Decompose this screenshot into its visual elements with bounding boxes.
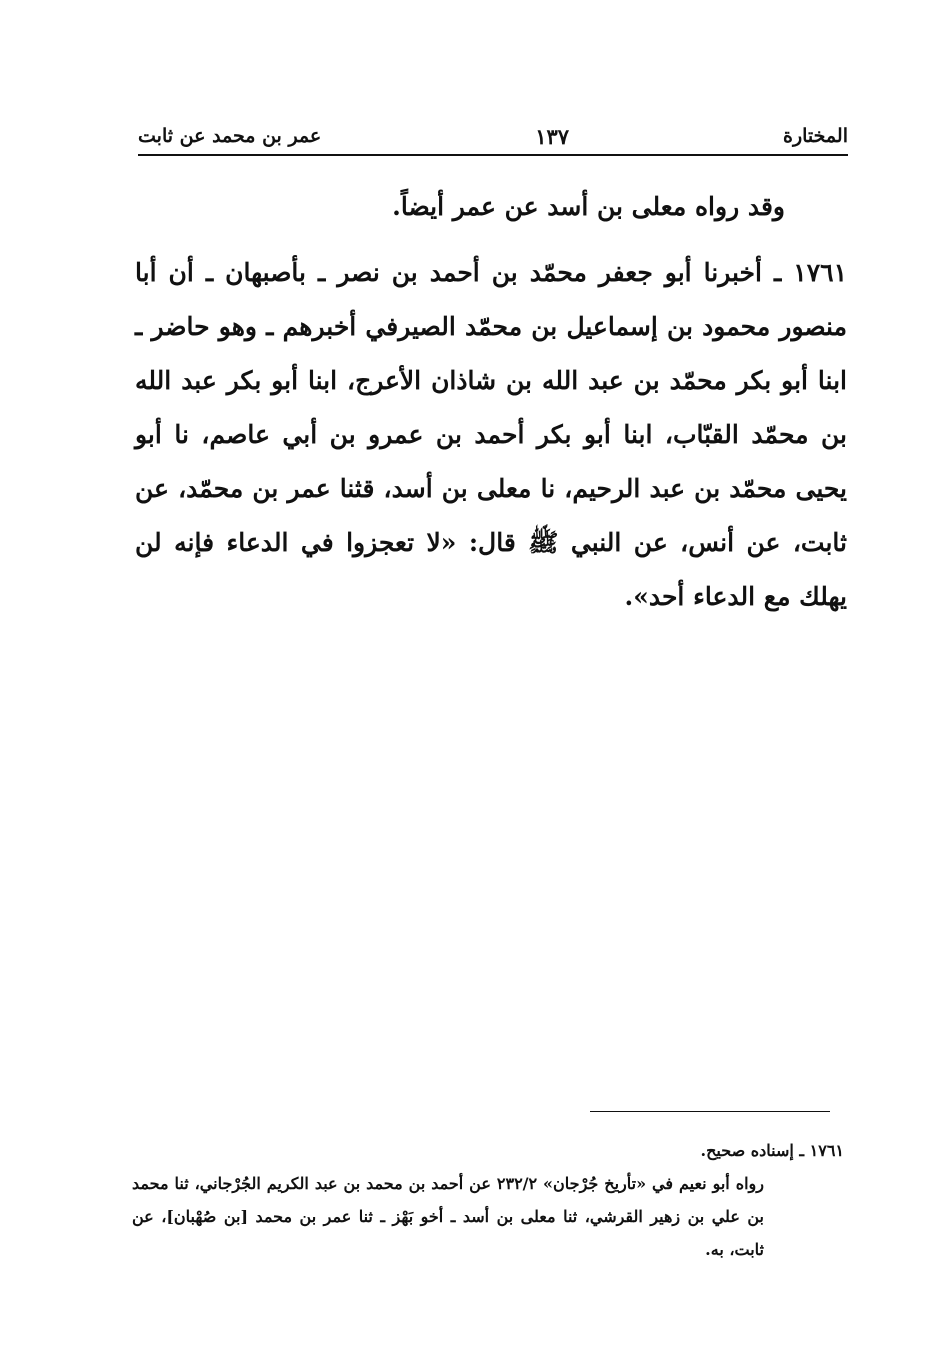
section-title: عمر بن محمد عن ثابت — [138, 125, 322, 147]
footnotes — [132, 1134, 844, 1266]
book-title: المختارة — [783, 125, 848, 147]
main-text — [135, 180, 847, 624]
intro-line: وقد رواه معلى بن أسد عن عمر أيضاً. — [392, 192, 785, 221]
footnote-detail: رواه أبو نعيم في «تأريخ جُرْجان» ٢٣٢/٢ عن أحمد بن محمد بن عبد الكريم الجُرْجاني، ثنا محمد بن علي بن زهير القرشي، ثنا معلى بن أسد ـ أخو بَهْز ـ ثنا عمر بن محمد [بن صُهْبان]، عن ثابت، به. — [132, 1174, 764, 1259]
running-header — [138, 118, 848, 156]
page-number: ١٣٧ — [535, 123, 570, 149]
hadith-paragraph: ١٧٦١ ـ أخبرنا أبو جعفر محمّد بن أحمد بن نصر ـ بأصبهان ـ أن أبا منصور محمود بن إسماعيل بن محمّد الصيرفي أخبرهم ـ وهو حاضر ـ ابنا أبو بكر محمّد بن عبد الله بن شاذان الأعرج، ابنا أبو بكر عبد الله بن محمّد القبّاب، ابنا أبو بكر أحمد بن عمرو بن أبي عاصم، نا أبو يحيى محمّد بن عبد الرحيم، نا معلى بن أسد، قثنا عمر بن محمّد، عن ثابت، عن أنس، عن النبي ﷺ قال: «لا تعجزوا في الدعاء فإنه لن يهلك مع الدعاء أحد». — [135, 258, 847, 611]
footnote-divider — [590, 1111, 830, 1112]
footnote-grade: ١٧٦١ ـ إسناده صحيح. — [700, 1141, 844, 1160]
